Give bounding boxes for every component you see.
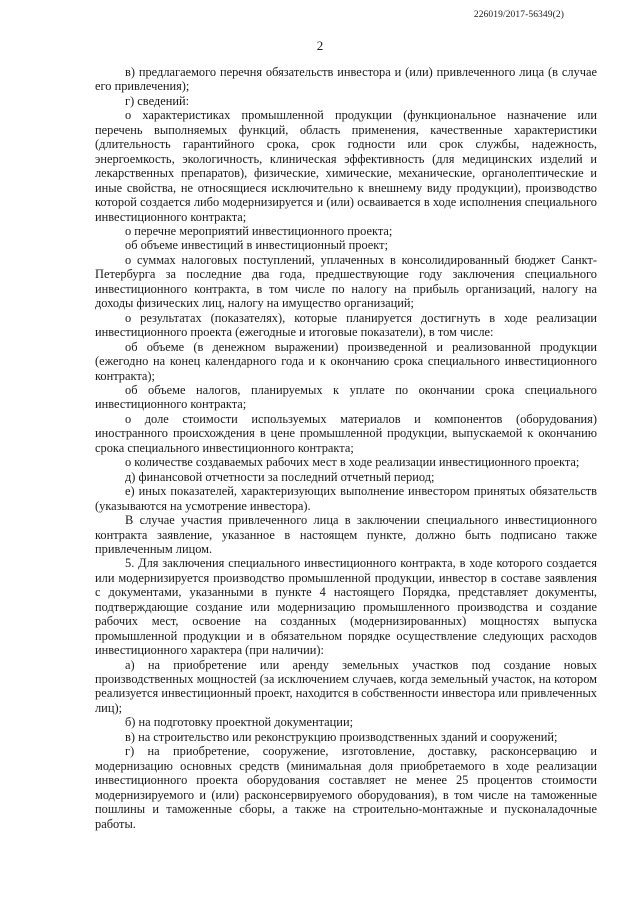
document-body <box>95 65 597 831</box>
paragraph-item-e: е) иных показателей, характеризующих выполнение инвестором принятых обязательств (указываются на усмотрение инвестора). <box>95 484 597 513</box>
paragraph-item-a: а) на приобретение или аренду земельных участков под создание новых производственных мощностей (за исключением случаев, когда земельный участок, на котором реализуется инвестиционный проект, находится в собственности инвестора или привлеченных лиц); <box>95 657 597 715</box>
paragraph-jobs-created: о количестве создаваемых рабочих мест в ходе реализации инвестиционного проекта; <box>125 455 580 470</box>
document-id: 226019/2017-56349(2) <box>473 10 564 20</box>
paragraph-item-d: д) финансовой отчетности за последний отчетный период; <box>125 469 435 484</box>
paragraph-planned-taxes: об объеме налогов, планируемых к уплате по окончании срока специального инвестиционного контракта; <box>95 382 597 412</box>
paragraph-foreign-share: о доле стоимости используемых материалов и компонентов (оборудования) иностранного происхождения в цене промышленной продукции, выпускаемой к окончанию срока специального инвестиционного контракта; <box>95 411 597 455</box>
paragraph-project-results: о результатах (показателях), которые планируется достигнуть в ходе реализации инвестиционного проекта (ежегодные и итоговые показатели), в том числе: <box>95 310 597 340</box>
paragraph-product-characteristics: о характеристиках промышленной продукции (функциональное назначение или перечень выполняемых функций, область применения, качественные характеристики (длительность гарантийного срока, срок годности или срок службы, надежность, энергоемкость, экологичность, клиническая эффективность (для медицинских изделий и лекарственных препаратов), физические, химические, механические, органолептические и иные свойства, не относящиеся исключительно к внешнему виду продукции), производство которой создается либо модернизируется и (или) осваивается в ходе исполнения специального инвестиционного контракта; <box>95 108 597 224</box>
paragraph-item-g-equipment: г) на приобретение, сооружение, изготовление, доставку, расконсервацию и модернизацию основных средств (минимальная доля приобретаемого в ходе реализации инвестиционного проекта оборудования составляет не менее 25 процентов стоимости модернизируемого и (или) расконсервируемого оборудования), в том числе на таможенные пошлины и таможенные сборы, а также на строительно-монтажные и пусконаладочные работы. <box>95 744 597 831</box>
paragraph-item-g: г) сведений: <box>125 93 190 108</box>
paragraph-project-activities: о перечне мероприятий инвестиционного проекта; <box>125 223 393 238</box>
paragraph-item-v: в) предлагаемого перечня обязательств инвестора и (или) привлеченного лица (в случае его привлечения); <box>95 65 597 94</box>
paragraph-investment-volume: об объеме инвестиций в инвестиционный проект; <box>125 238 389 253</box>
paragraph-item-b: б) на подготовку проектной документации; <box>125 715 354 730</box>
paragraph-attracted-party: В случае участия привлеченного лица в заключении специального инвестиционного контракта заявление, указанное в настоящем пункте, должно быть подписано также привлеченным лицом. <box>95 513 597 556</box>
paragraph-section-5: 5. Для заключения специального инвестиционного контракта, в ходе которого создается или модернизируется производство промышленной продукции, инвестор в составе заявления с документами, указанными в пункте 4 настоящего Порядка, представляет документы, подтверждающие создание или модернизацию промышленного производства и создание рабочих мест, освоение на созданных (модернизированных) мощностях выпуска промышленной продукции и в обязательном порядке осуществление следующих расходов инвестиционного характера (при наличии): <box>95 556 597 658</box>
paragraph-production-volume: об объеме (в денежном выражении) произведенной и реализованной продукции (ежегодно на конец календарного года и к окончанию срока специального инвестиционного контракта); <box>95 339 597 383</box>
paragraph-tax-revenues: о суммах налоговых поступлений, уплаченных в консолидированный бюджет Санкт-Петербурга за последние два года, предшествующие году заключения специального инвестиционного контракта, в том числе по налогу на прибыль организаций, налогу на доходы физических лиц, налогу на имущество организаций; <box>95 252 597 311</box>
page-number: 2 <box>316 38 324 53</box>
paragraph-item-v-construction: в) на строительство или реконструкцию производственных зданий и сооружений; <box>125 729 558 744</box>
